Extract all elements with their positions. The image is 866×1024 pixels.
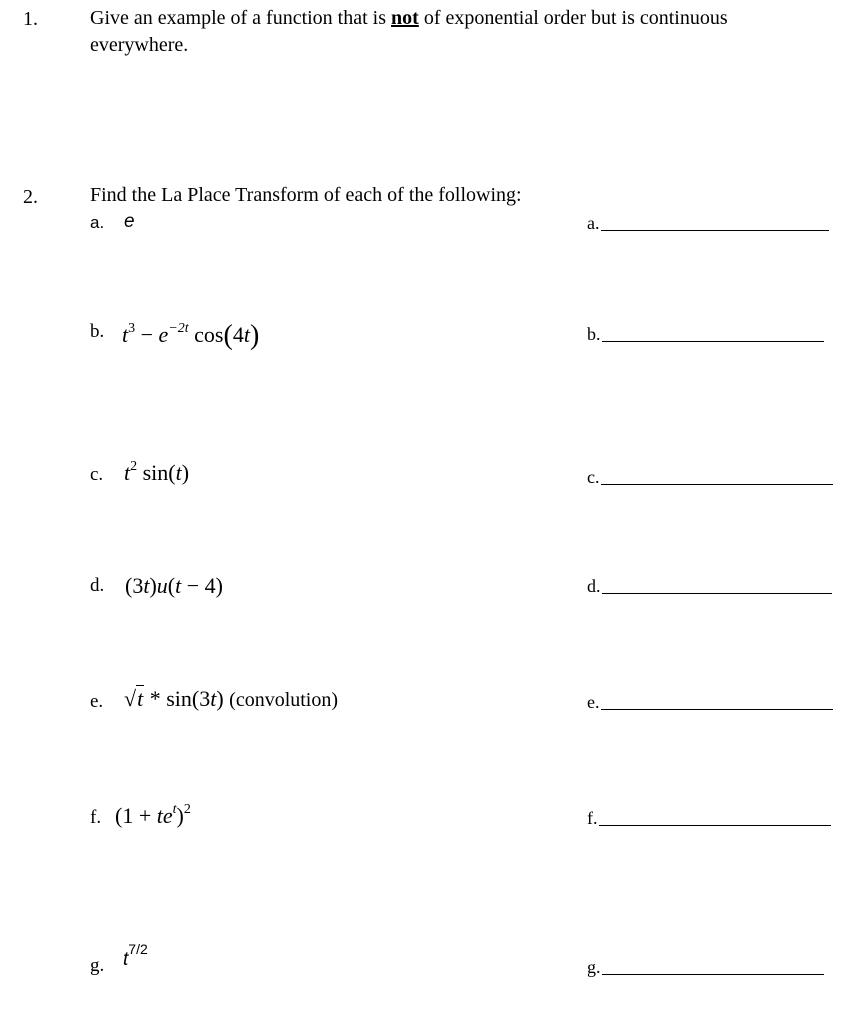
question-2-prompt: Find the La Place Transform of each of the following: [90, 184, 522, 206]
item-f-label: f. [90, 807, 102, 828]
item-c-label: c. [90, 464, 104, 485]
sqrt-symbol: √t [124, 686, 144, 711]
item-b-label: b. [90, 321, 105, 342]
answer-d-line [602, 593, 832, 594]
answer-f-line [599, 825, 831, 826]
answer-g-line [602, 974, 824, 975]
item-e-expression: √t * sin(3t) (convolution) [124, 686, 339, 711]
question-1-text [90, 5, 728, 59]
question-1-number: 1. [23, 8, 38, 30]
answer-e-line [601, 709, 833, 710]
item-e-label: e. [90, 691, 104, 712]
question-1-line-1: Give an example of a function that is not of exponential order but is continuous [90, 7, 728, 29]
answer-e: e. [587, 692, 833, 713]
answer-a: a. [587, 213, 829, 234]
emphasis-not: not [391, 7, 419, 29]
item-c-expression: $t^2$ sin(t) [124, 459, 190, 485]
answer-c-line [601, 484, 833, 485]
item-d-label: d. [90, 575, 105, 596]
item-a-label: a. [90, 213, 105, 232]
answer-c: c. [587, 467, 833, 488]
answer-g: g. [587, 957, 824, 978]
item-d-expression: (3t)u(t − 4) [125, 573, 223, 598]
answer-b-line [602, 341, 824, 342]
answer-d: d. [587, 576, 832, 597]
answer-b: b. [587, 324, 824, 345]
item-a-expression: e [124, 211, 135, 232]
answer-a-line [601, 230, 829, 231]
item-b-expression: $t^3 - e^{-2t}$ cos(4t) [122, 320, 260, 351]
question-2-number: 2. [23, 186, 38, 208]
question-1-line-2: everywhere. [90, 34, 189, 56]
item-f-expression: $(1 + te^t)^2$ [115, 802, 191, 828]
item-g-expression: $t^{7/2}$ [123, 941, 148, 970]
answer-f: f. [587, 808, 831, 829]
item-g-label: g. [90, 955, 105, 976]
